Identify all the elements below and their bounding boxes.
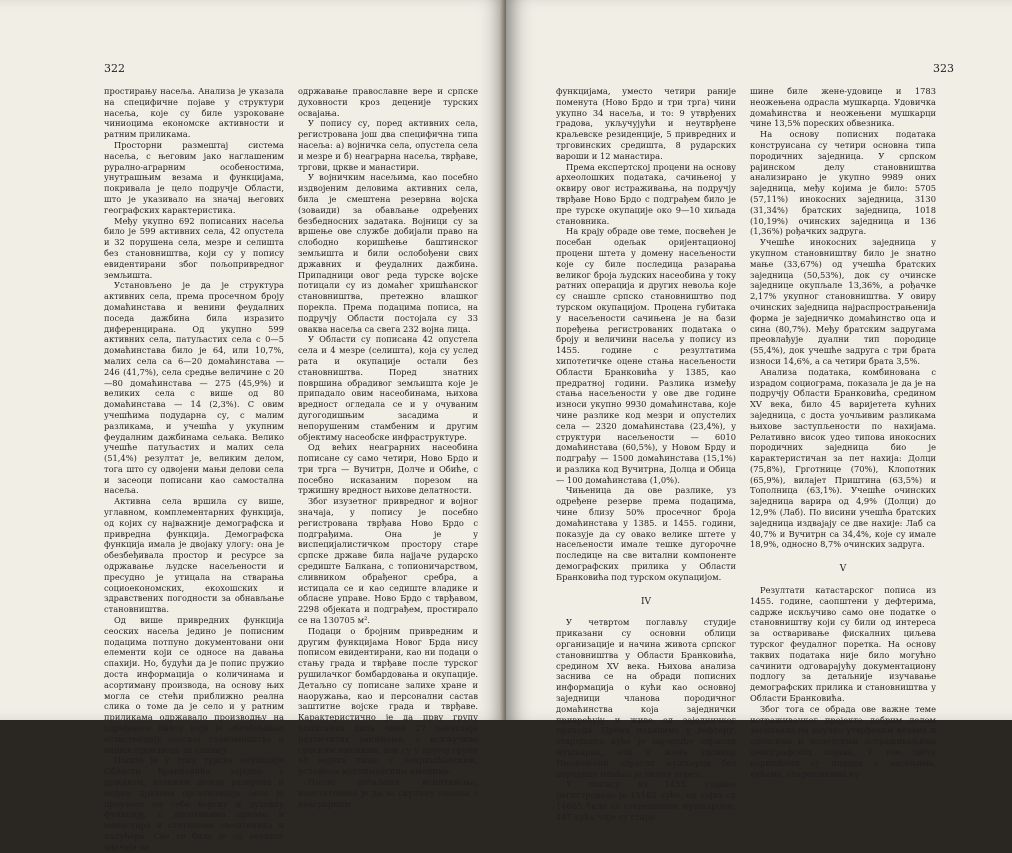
paragraph: Према експертској процени на основу археолошких података, сачињеној у оквиру овог истраживања, на подручју тврђаве Ново Брдо с подграђем било је пре турске окупације око 9—10 хиљада становника. — [556, 161, 736, 226]
paragraph: Учешће инокосних заједница у укупном становништву било је знатно мање (33,67%) од учешћа братских заједница (50,53%), док су очинске заједнице окупљале 13,36%, а рођачке 2,17% укупног становништва. У овиру очинских заједница најраспрострањенија форма је заједничко домаћинство оца и сина (80,7%). Међу братским задругама преовлађује дуални тип породице (55,4%), док учешће задруга с три брата износи 14,6%, а са четири брата 3,5%. — [750, 237, 936, 366]
right-page-column-1 — [556, 86, 736, 822]
paragraph: У војничким насељима, као посебно издвојеним деловима активних села, била је смештена резервна војска (зоваиди) за обављање одређених безбедносних задатака. Војници су за вршење ове службе добијали право на слободно коришћење баштинског земљишта и били ослобођени свих државних и феудалних дажбина. Припадници овог реда турске војске потицали су из домаћег хришћанског становништва, претежно влашког порекла. Према подацима пописа, на подручју Области постојала су 33 оваква насеља са свега 232 војна лица. — [298, 172, 478, 334]
paragraph: Од већих неаграрних насеобина пописане су само четири, Ново Брдо и три трга — Вучитрн, Долче и Обиће, с посебно исказаним порезом на тржишну вредност њихове делатности. — [298, 442, 478, 496]
paragraph: На основу пописних података конструисана су четири основна типа породичних заједница. У српском рајинском делу становништва анализирано је укупно 9989 оних заједница, међу којима је било: 5705 (57,11%) инокосних заједница, 3130 (31,34%) братских заједница, 1018 (10,19%) очинских заједница и 136 (1,36%) рођачких задруга. — [750, 129, 936, 237]
paragraph: Чињеница да ове разлике, уз одређене резерве према подацима, чине близу 50% просечног броја домаћинстава у 1385. и 1455. години, показује да су овако велике штете у насељености имале тешке дугорочне последице на све витални компоненте демографских прилика у Области Бранковића под турском окупацијом. — [556, 485, 736, 582]
paragraph: одржавање православне вере и српске духовности кроз деценије турских освајања. — [298, 86, 478, 118]
paragraph: Од више привредних функција сеоских насеља једино је пописним подацима потпуно документовани они елементи који се односе на давања спахији. Но, будући да је попис пружио доста информација о количинама и асортиману производа, на основу њих могла се стећи приближно реална слика о томе да је село и у ратним приликама одржавало производњу на одређеном нивоу који је обезбеђивао егзистенцију сеоског становништва и вишак производа за спахију. — [104, 615, 284, 755]
page-number-right: 323 — [933, 62, 954, 75]
paragraph: Због изузетног привредног и војног значаја, у попису је посебно регистрована тврђава Ново Брдо с подграђима. Она је у виспецијалистичком простору старе српске државе била најјаче рударско средиште Балкана, с топионичарством, сливником обрађеног сребра, а истицала се и као седиште владике и обласне управе. Ново Брдо с тврђавом, 2298 објеката и подграђем, простирало се на 130705 м². — [298, 496, 478, 626]
paragraph: У попису из 1455. године регистровано је 15162 куће, од којих су 14665 биле са старешином мушкарцем, 447 кућа чије су старе- — [556, 779, 736, 822]
left-page-column-2 — [298, 86, 478, 809]
page-number-left: 322 — [104, 62, 125, 75]
paragraph: Резултати катастарског пописа из 1455. године, саопштени у дефтерима, садрже искључиво само оне податке о становништву који су били од интереса за остваривање фискалних циљева турског феудалног поретка. На основу таквих података није било могућно сачинити одговарајућу документациону подлогу за детаљније изучавање демографских прилика и становништва у Области Бранковића. — [750, 585, 936, 704]
paragraph: У попису су, поред активних села, регистрована још два специфична типа насеља: а) војничка села, опустела села и мезре и б) неаграрна насеља, тврђаве, тргови, цркве и манастири. — [298, 118, 478, 172]
paragraph: шине биле жене-удовице и 1783 неожењена одрасла мушкарца. Удовичка домаћинства и неожењени мушкарци чине 13,5% пореских обвезника. — [750, 86, 936, 129]
paragraph: У Области су пописана 42 опустела села и 4 мезре (селишта), која су услед рата и окупације остали без становништва. Поред знатних површина обрадивог земљишта које је припадало овим насеобинама, њихова вредност огледала се и у очуваним дугогодишњим засадима и непорушеним стамбеним и другим објектиму насеобске инфраструктуре. — [298, 334, 478, 442]
paragraph: Због тога се обрада ове важне теме истраживачког пројекта добрим делом заснивала на научно утврђеним везама и односима и моделским истраживањима демографских појава. У том циљу коришћени су подаци о насељима, кућама, старешинама ку- — [750, 703, 936, 779]
paragraph: Анализа података, комбинована с израдом социограма, показала је да је на подручју Области Бранковића, средином XV века, било 45 варијетета кућних заједница, с доста уочљивим разликама њихове заступљености по нахијама. Релативно висок удео типова инокосних породичних заједница био је карактеристичан за пет нахија: Долци (75,8%), Грготнице (70%), Клопотник (65,9%), вилајет Приштина (63,5%) и Тополница (63,1%). Учешће очинских заједница варира од 4,9% (Долци) до 12,9% (Лаб). По висини учешћа братских заједница издвајају се две нахије: Лаб са 40,7% и Вучитрн са 34,4%, које су имале 18,9%, односно 8,7% очинских задруга. — [750, 366, 936, 550]
paragraph: Пошто је у току турске окупације Области Бранковића, заједно с државом, великим делом разорена и мођна црквена организација село је преузело на себе верску и духовну функцију, с десетинама цркава и манастира и стотинама свештеника и калуђера. Све то било је од великог значаја за — [104, 755, 284, 852]
section-heading: V — [839, 564, 847, 575]
right-page — [506, 0, 1012, 822]
paragraph: Подаци о бројним привредним и другим функцијама Новог Брда нису пописом евидентирани, као ни подаци о стању града и тврђаве после турског рушилачког бомбардовања и окупације. Детаљно су пописане залихе хране и наоружања, као и персонални састав заштитне војске града и тврђаве. Карактеристично је да прву групу пописаних лица чини 27 занатлија различитих занимања, с искључиво српским именима, док су у другој групи 60 војних лица, с нехришћанским, углавном муслиманским именима. — [298, 625, 478, 777]
paragraph: функцијама, уместо четири раније поменута (Ново Брдо и три трга) чини укупно 34 насеља, и то: 9 утврђених градова, укључујући и неутврђене краљевске резиденције, 5 привредних и трговинских средишта, 8 рударских вароши и 12 манастира. — [556, 86, 736, 161]
left-page — [0, 0, 506, 852]
paragraph: простирању насеља. Анализа је указала на специфичне појаве у структури насеља, које су биле узроковане чиниоцима економске активности и ратним приликама. — [104, 86, 284, 140]
paragraph: После детаљних испитивања, констатовано је да за скупину насеља с неаграрним — [298, 777, 478, 809]
left-page-column-1 — [104, 86, 284, 852]
paragraph: Активна села вршила су више, углавном, комплементарних функција, од којих су најважније демографска и привредна функција. Демографска функција имала је двојаку улогу: она је обезбеђивала простор и ресурсе за одржавање људске насељености и пресудно је утицала на стварања социоекономских, екохошских и здравствених погодности за обнављање становништва. — [104, 496, 284, 615]
paragraph: Међу укупно 692 пописаних насеља било је 599 активних села, 42 опустела и 32 порушена села, мезре и селишта без становништва, који су у попису евидентирани због пољопривредног земљишта. — [104, 215, 284, 280]
paragraph: На крају обраде ове теме, посвећен је посебан одељак оријентационој процени штета у домену насељености које су биле последица разарања великог броја људских насеобина у току ратних операција и других невоља које су снашле српско становништво под турском окупацијом. Процена губитака у насељености сачињена је на бази поређења регистрованих података о броју и величини насеља у попису из 1455. године с резултатима хипотетичке оцене стања насељености Области Бранковића у 1385, као предратној години. Разлика између стања насељености у ове две године износи укупно 9930 домаћинстава, које чине разлике код мезри и опустелих села — 2320 домаћинстава (23,4%), у структури насељености — 6010 домаћинстава (60,5%), у Новом Брду и подграђу — 1500 домаћинстава (15,1%) и разлика код Вучитрна, Долца и Обица — 100 домаћинстава (1,0%). — [556, 226, 736, 485]
paragraph: У четвртом поглављу студије приказани су основни облици организације и начина живота српског становништва у Области Бранковића, средином XV века. Њихова анализа заснива се на обради пописних информација о кући као основној заједници чланова породичног домаћинства која заједнички привређују и живе од заједничког прихода. Према подацима у дефтеру, старешина куће је најчешће одрасли мушкарац, али и жена удовица Неожењени одрасли мушкарци без породице плаћао је лични порез. — [556, 617, 736, 779]
paragraph: Просторни размештај система насеља, с његовим јако наглашеним рурално-аграрним особеностима, унутрашњим везама и функцијама, покривала је цело подручје Области, што је указивало на значај његових географских карактеристика. — [104, 139, 284, 215]
right-page-column-2 — [750, 86, 936, 779]
paragraph: Установљено је да је структура активних села, према просечном броју домаћинстава и венини феудалних поседа дажбина била изразито диференцирана. Од укупно 599 активних села, патуљастих села с 0—5 домаћинстава било је 64, или 10,7%, малих села са 6—20 домаћинстава — 246 (41,7%), села средње величине с 20—80 домаћинстава — 275 (45,9%) и великих села с више од 80 домаћинстава — 14 (2,3%). С овим учешћима подударна су, с малим разликама, и учешћа у укупним феудалним дажбинама сељака. Велико учешће патуљастих и малих села (51,4%) резултат је, великим делом, тога што су одвојени мањи делови села и засеоци пописани као самостална насеља. — [104, 280, 284, 496]
section-heading: IV — [640, 596, 652, 607]
